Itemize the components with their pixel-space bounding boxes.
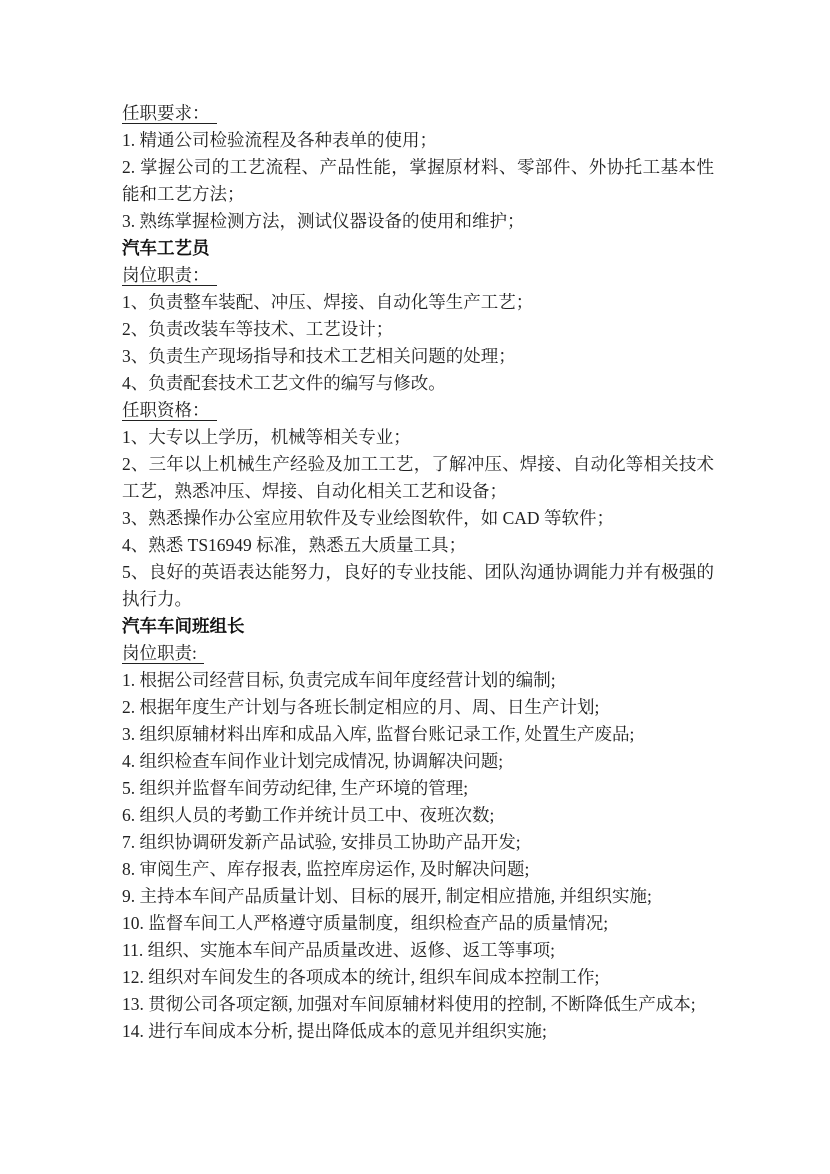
list-item: 2. 掌握公司的工艺流程、产品性能，掌握原材料、零部件、外协托工基本性能和工艺方法； bbox=[122, 157, 714, 204]
duties-heading-row bbox=[122, 262, 714, 289]
list-item: 2、负责改装车等技术、工艺设计； bbox=[122, 319, 394, 339]
list-item: 2. 根据年度生产计划与各班长制定相应的月、周、日生产计划; bbox=[122, 697, 600, 717]
qualifications-heading-row bbox=[122, 397, 714, 424]
list-item: 3. 组织原辅材料出库和成品入库, 监督台账记录工作, 处置生产废品; bbox=[122, 724, 635, 744]
list-item: 5、良好的英语表达能努力，良好的专业技能、团队沟通协调能力并有极强的执行力。 bbox=[122, 562, 714, 609]
list-item: 13. 贯彻公司各项定额, 加强对车间原辅材料使用的控制, 不断降低生产成本; bbox=[122, 994, 696, 1014]
duties-heading: 岗位职责: bbox=[122, 643, 204, 664]
list-item: 14. 进行车间成本分析, 提出降低成本的意见并组织实施; bbox=[122, 1021, 547, 1041]
list-item: 3. 熟练掌握检测方法，测试仪器设备的使用和维护； bbox=[122, 211, 525, 231]
list-item: 6. 组织人员的考勤工作并统计员工中、夜班次数; bbox=[122, 805, 495, 825]
requirements-heading-row bbox=[122, 100, 714, 127]
list-item: 7. 组织协调研发新产品试验, 安排员工协助产品开发; bbox=[122, 832, 521, 852]
list-item: 1. 根据公司经营目标, 负责完成车间年度经营计划的编制; bbox=[122, 670, 556, 690]
list-item: 12. 组织对车间发生的各项成本的统计, 组织车间成本控制工作; bbox=[122, 967, 600, 987]
list-item: 1、大专以上学历，机械等相关专业； bbox=[122, 427, 411, 447]
list-item: 3、负责生产现场指导和技术工艺相关问题的处理； bbox=[122, 346, 516, 366]
document-content bbox=[122, 100, 714, 1045]
list-item: 11. 组织、实施本车间产品质量改进、返修、返工等事项; bbox=[122, 940, 555, 960]
list-item: 3、熟悉操作办公室应用软件及专业绘图软件，如 CAD 等软件； bbox=[122, 508, 614, 528]
list-item: 2、三年以上机械生产经验及加工工艺，了解冲压、焊接、自动化等相关技术工艺，熟悉冲压、焊接、自动化相关工艺和设备； bbox=[122, 454, 714, 501]
list-item: 9. 主持本车间产品质量计划、目标的展开, 制定相应措施, 并组织实施; bbox=[122, 886, 652, 906]
job-title-workshop-team-leader: 汽车车间班组长 bbox=[122, 616, 245, 636]
requirements-heading: 任职要求： bbox=[122, 103, 217, 124]
list-item: 5. 组织并监督车间劳动纪律, 生产环境的管理; bbox=[122, 778, 469, 798]
list-item: 4. 组织检查车间作业计划完成情况, 协调解决问题; bbox=[122, 751, 504, 771]
duties-heading-row bbox=[122, 640, 714, 667]
duties-heading: 岗位职责： bbox=[122, 265, 217, 286]
list-item: 4、熟悉 TS16949 标准，熟悉五大质量工具； bbox=[122, 535, 467, 555]
qualifications-heading: 任职资格： bbox=[122, 400, 217, 421]
list-item: 1. 精通公司检验流程及各种表单的使用； bbox=[122, 130, 437, 150]
list-item: 8. 审阅生产、库存报表, 监控库房运作, 及时解决问题; bbox=[122, 859, 530, 879]
list-item: 1、负责整车装配、冲压、焊接、自动化等生产工艺； bbox=[122, 292, 534, 312]
list-item: 4、负责配套技术工艺文件的编写与修改。 bbox=[122, 373, 446, 393]
job-title-process-engineer: 汽车工艺员 bbox=[122, 238, 210, 258]
list-item: 10. 监督车间工人严格遵守质量制度，组织检查产品的质量情况; bbox=[122, 913, 609, 933]
